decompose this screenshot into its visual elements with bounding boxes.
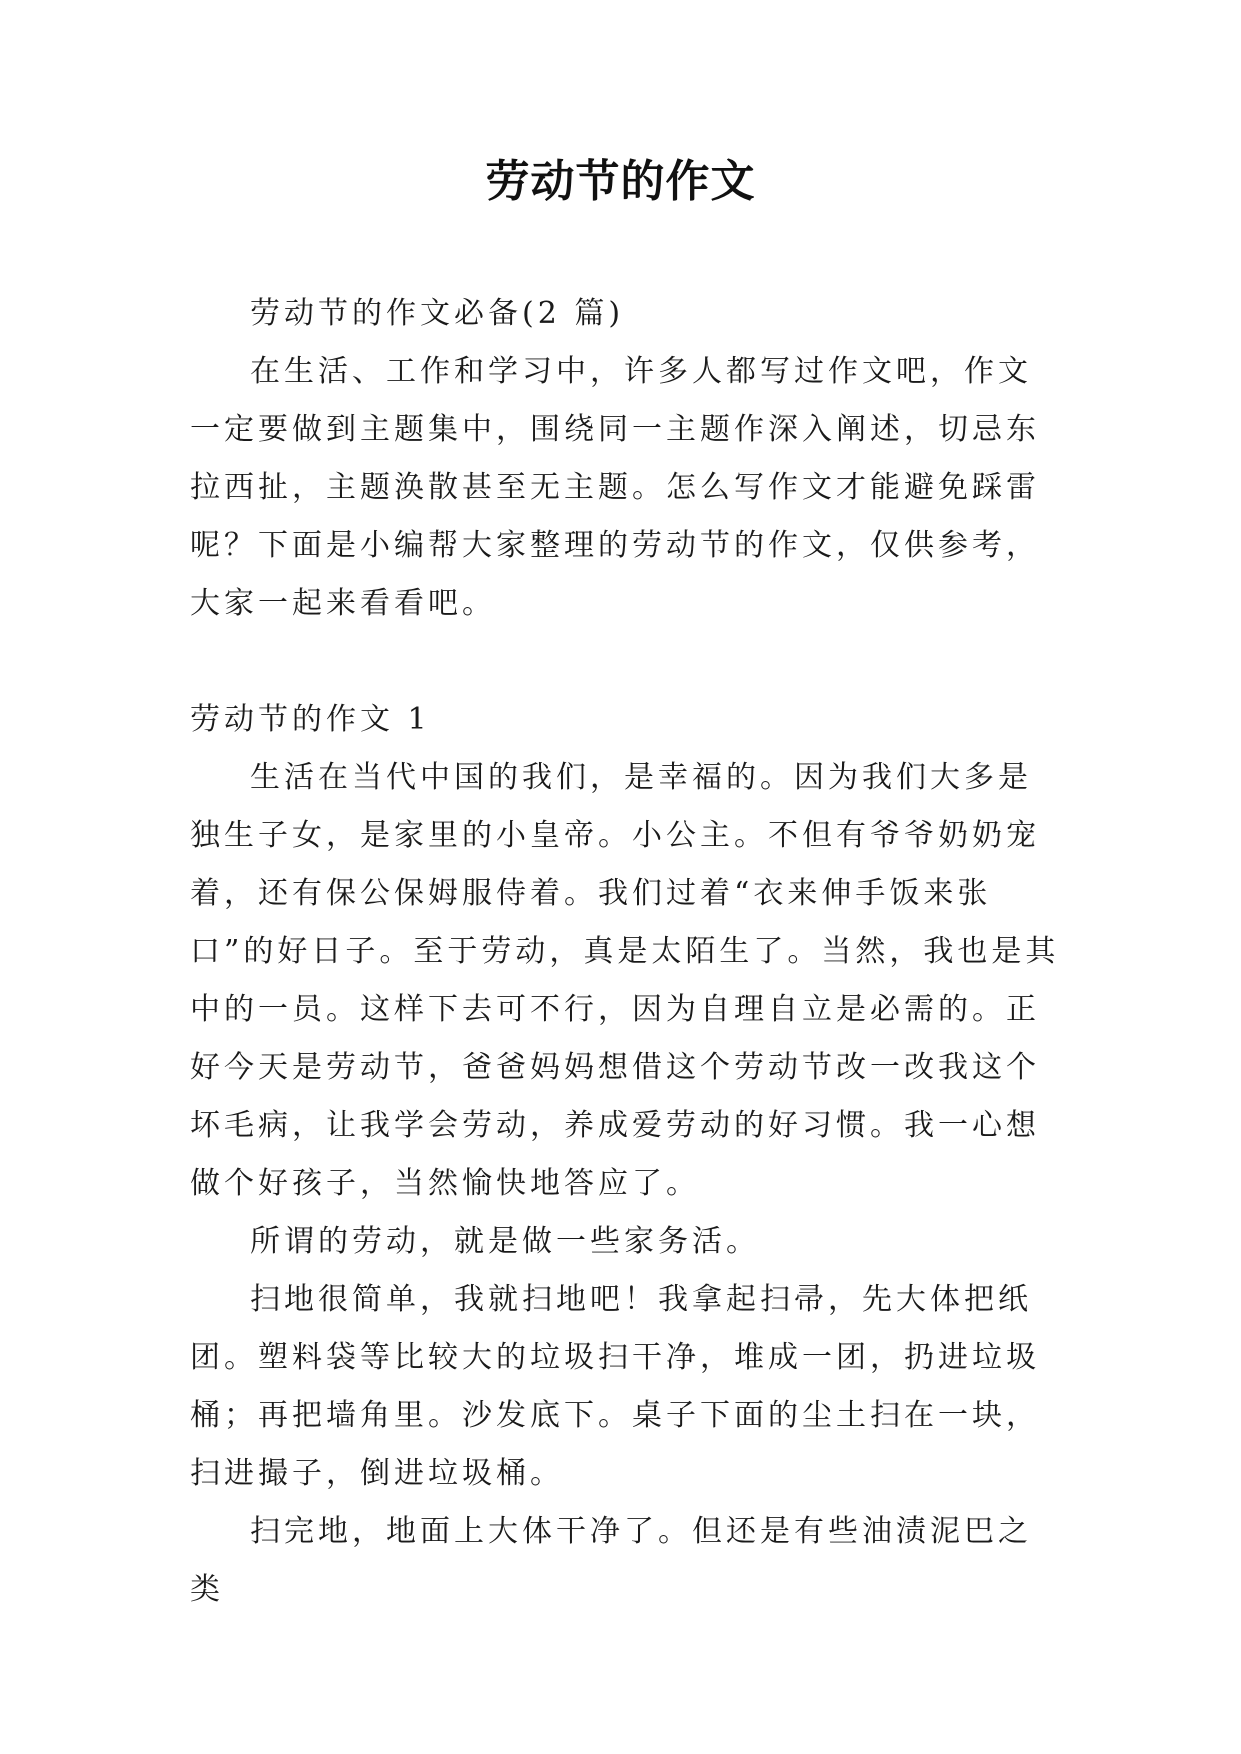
- subtitle-line: 劳动节的作文必备(2 篇): [250, 296, 625, 331]
- body-paragraph: 扫完地，地面上大体干净了。但还是有些油渍泥巴之类: [190, 1514, 1032, 1607]
- section-spacer: [190, 633, 1060, 691]
- body-paragraph: 扫地很简单，我就扫地吧！我拿起扫帚，先大体把纸团。塑料袋等比较大的垃圾扫干净，堆成一团，扔进垃圾桶；再把墙角里。沙发底下。桌子下面的尘土扫在一块，扫进撮子，倒进垃圾桶。: [190, 1282, 1040, 1491]
- intro-paragraph: 在生活、工作和学习中，许多人都写过作文吧，作文一定要做到主题集中，围绕同一主题作深入阐述，切忌东拉西扯，主题涣散甚至无主题。怎么写作文才能避免踩雷呢？下面是小编帮大家整理的劳动节的作文，仅供参考，大家一起来看看吧。: [190, 354, 1040, 621]
- body-paragraph: 所谓的劳动，就是做一些家务活。: [250, 1224, 760, 1259]
- body-paragraph: 生活在当代中国的我们，是幸福的。因为我们大多是独生子女，是家里的小皇帝。小公主。不但有爷爷奶奶宠着，还有保公保姆服侍着。我们过着“衣来伸手饭来张口”的好日子。至于劳动，真是太陌生了。当然，我也是其中的一员。这样下去可不行，因为自理自立是必需的。正好今天是劳动节，爸爸妈妈想借这个劳动节改一改我这个坏毛病，让我学会劳动，养成爱劳动的好习惯。我一心想做个好孩子，当然愉快地答应了。: [190, 760, 1060, 1201]
- section-heading: 劳动节的作文 1: [190, 702, 431, 737]
- document-body: [190, 285, 1060, 1619]
- document-title: 劳动节的作文: [485, 156, 756, 207]
